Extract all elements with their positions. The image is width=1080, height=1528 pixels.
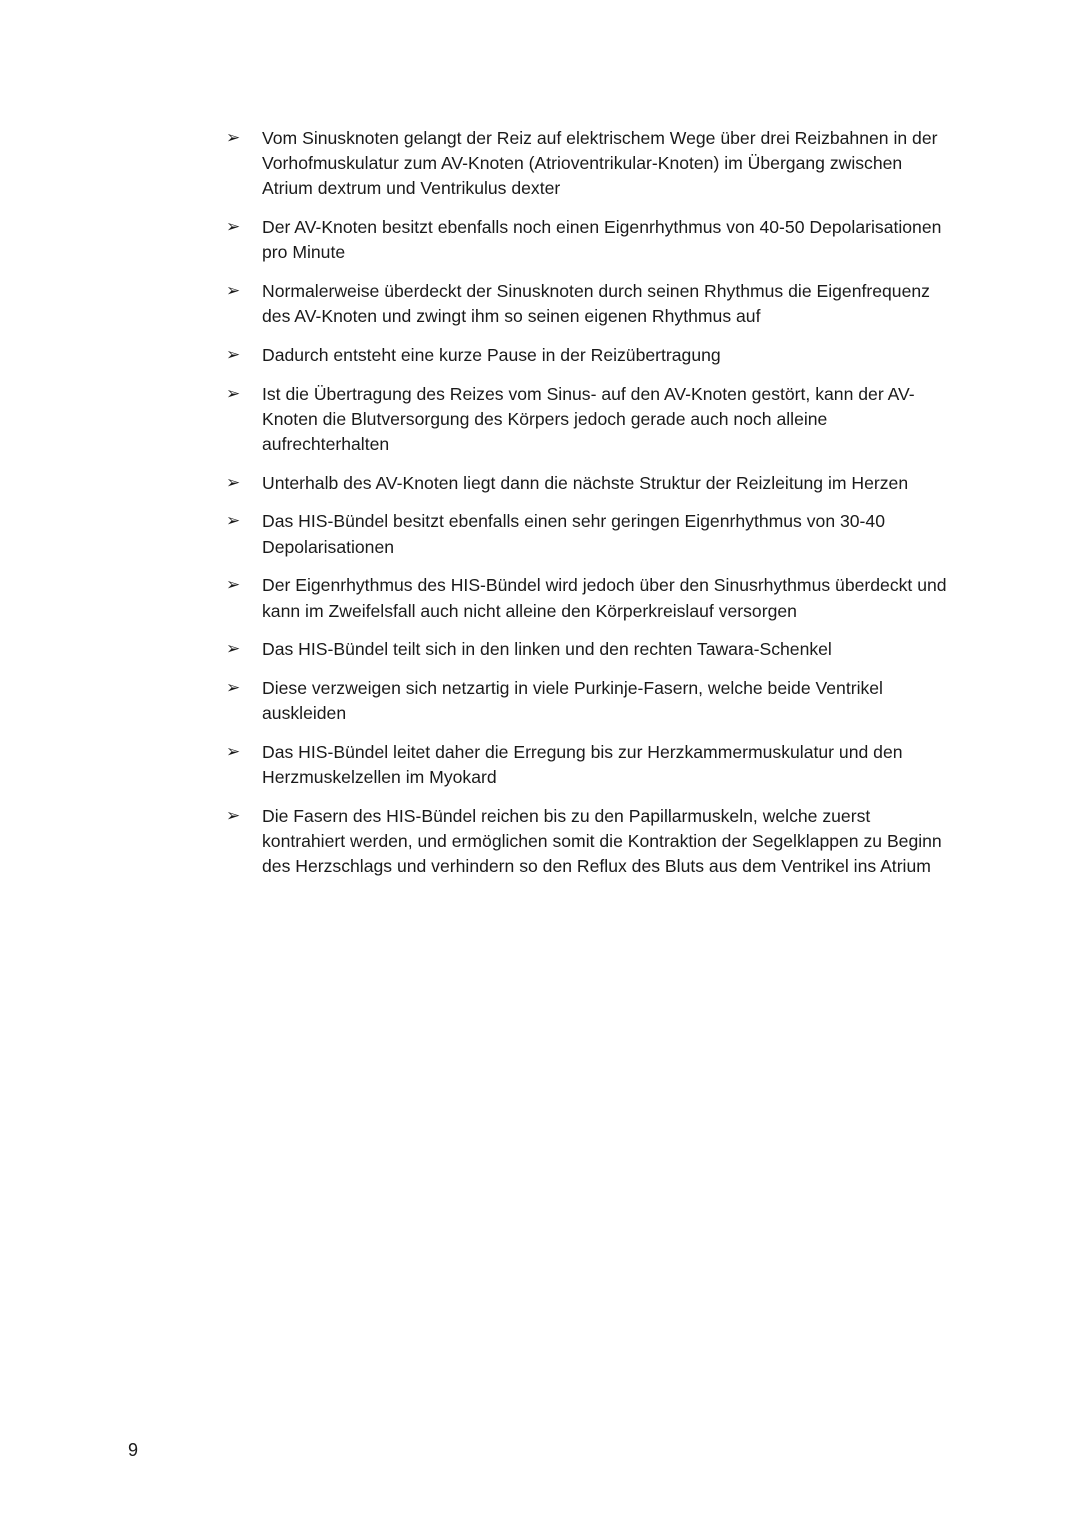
page-number: 9 — [128, 1440, 139, 1460]
arrow-bullet-icon: ➢ — [226, 805, 241, 826]
list-item — [226, 343, 956, 368]
list-item-text: Unterhalb des AV-Knoten liegt dann die nächste Struktur der Reizleitung im Herzen — [262, 472, 909, 493]
arrow-bullet-icon: ➢ — [226, 741, 241, 762]
list-item-text: Die Fasern des HIS-Bündel reichen bis zu den Papillarmuskeln, welche zuerst kontrahiert werden, und ermöglichen somit die Kontraktion der Segelklappen zu Beginn des Herzschlags und verhindern so den Reflux des Bluts aus dem Ventrikel ins Atrium — [262, 805, 942, 877]
list-item-text: Vom Sinusknoten gelangt der Reiz auf elektrischem Wege über drei Reizbahnen in der Vorhofmuskulatur zum AV-Knoten (Atrioventrikular-Knoten) im Übergang zwischen Atrium dextrum und Ventrikulus dexter — [262, 128, 938, 199]
list-item-text: Normalerweise überdeckt der Sinusknoten durch seinen Rhythmus die Eigenfrequenz des AV-Knoten und zwingt ihm so seinen eigenen Rhythmus auf — [262, 281, 930, 327]
arrow-bullet-icon: ➢ — [226, 128, 241, 148]
list-item — [226, 740, 956, 790]
arrow-bullet-icon: ➢ — [226, 472, 241, 493]
list-item-text: Ist die Übertragung des Reizes vom Sinus- auf den AV-Knoten gestört, kann der AV-Knoten die Blutversorgung des Körpers jedoch gerade auch noch alleine aufrechterhalten — [262, 383, 915, 455]
list-item-text: Der AV-Knoten besitzt ebenfalls noch einen Eigenrhythmus von 40-50 Depolarisationen pro Minute — [262, 217, 942, 263]
arrow-bullet-icon: ➢ — [226, 639, 241, 660]
list-item — [226, 382, 956, 458]
arrow-bullet-icon: ➢ — [226, 511, 241, 532]
arrow-bullet-icon: ➢ — [226, 575, 241, 596]
list-item-text: Der Eigenrhythmus des HIS-Bündel wird jedoch über den Sinusrhythmus überdeckt und kann im Zweifelsfall auch nicht alleine den Körperkreislauf versorgen — [262, 575, 947, 621]
list-item — [226, 804, 956, 880]
list-item — [226, 471, 956, 496]
list-item — [226, 676, 956, 726]
arrow-bullet-icon: ➢ — [226, 344, 241, 365]
arrow-bullet-icon: ➢ — [226, 217, 241, 238]
arrow-bullet-icon: ➢ — [226, 677, 241, 698]
list-item — [226, 126, 956, 202]
list-item-text: Das HIS-Bündel teilt sich in den linken und den rechten Tawara-Schenkel — [262, 639, 832, 660]
list-item-text: Dadurch entsteht eine kurze Pause in der Reizübertragung — [262, 344, 721, 365]
list-item — [226, 215, 956, 265]
arrow-bullet-icon: ➢ — [226, 383, 241, 404]
list-item — [226, 509, 956, 559]
arrow-bullet-icon: ➢ — [226, 281, 241, 302]
list-item-text: Das HIS-Bündel leitet daher die Erregung bis zur Herzkammermuskulatur und den Herzmuskelzellen im Myokard — [262, 741, 903, 788]
list-item — [226, 279, 956, 329]
list-item — [226, 637, 956, 662]
list-item-text: Das HIS-Bündel besitzt ebenfalls einen sehr geringen Eigenrhythmus von 30-40 Depolarisationen — [262, 511, 885, 557]
list-item-text: Diese verzweigen sich netzartig in viele Purkinje-Fasern, welche beide Ventrikel auskleiden — [262, 677, 883, 724]
list-item — [226, 573, 956, 623]
bullet-list — [226, 126, 956, 893]
